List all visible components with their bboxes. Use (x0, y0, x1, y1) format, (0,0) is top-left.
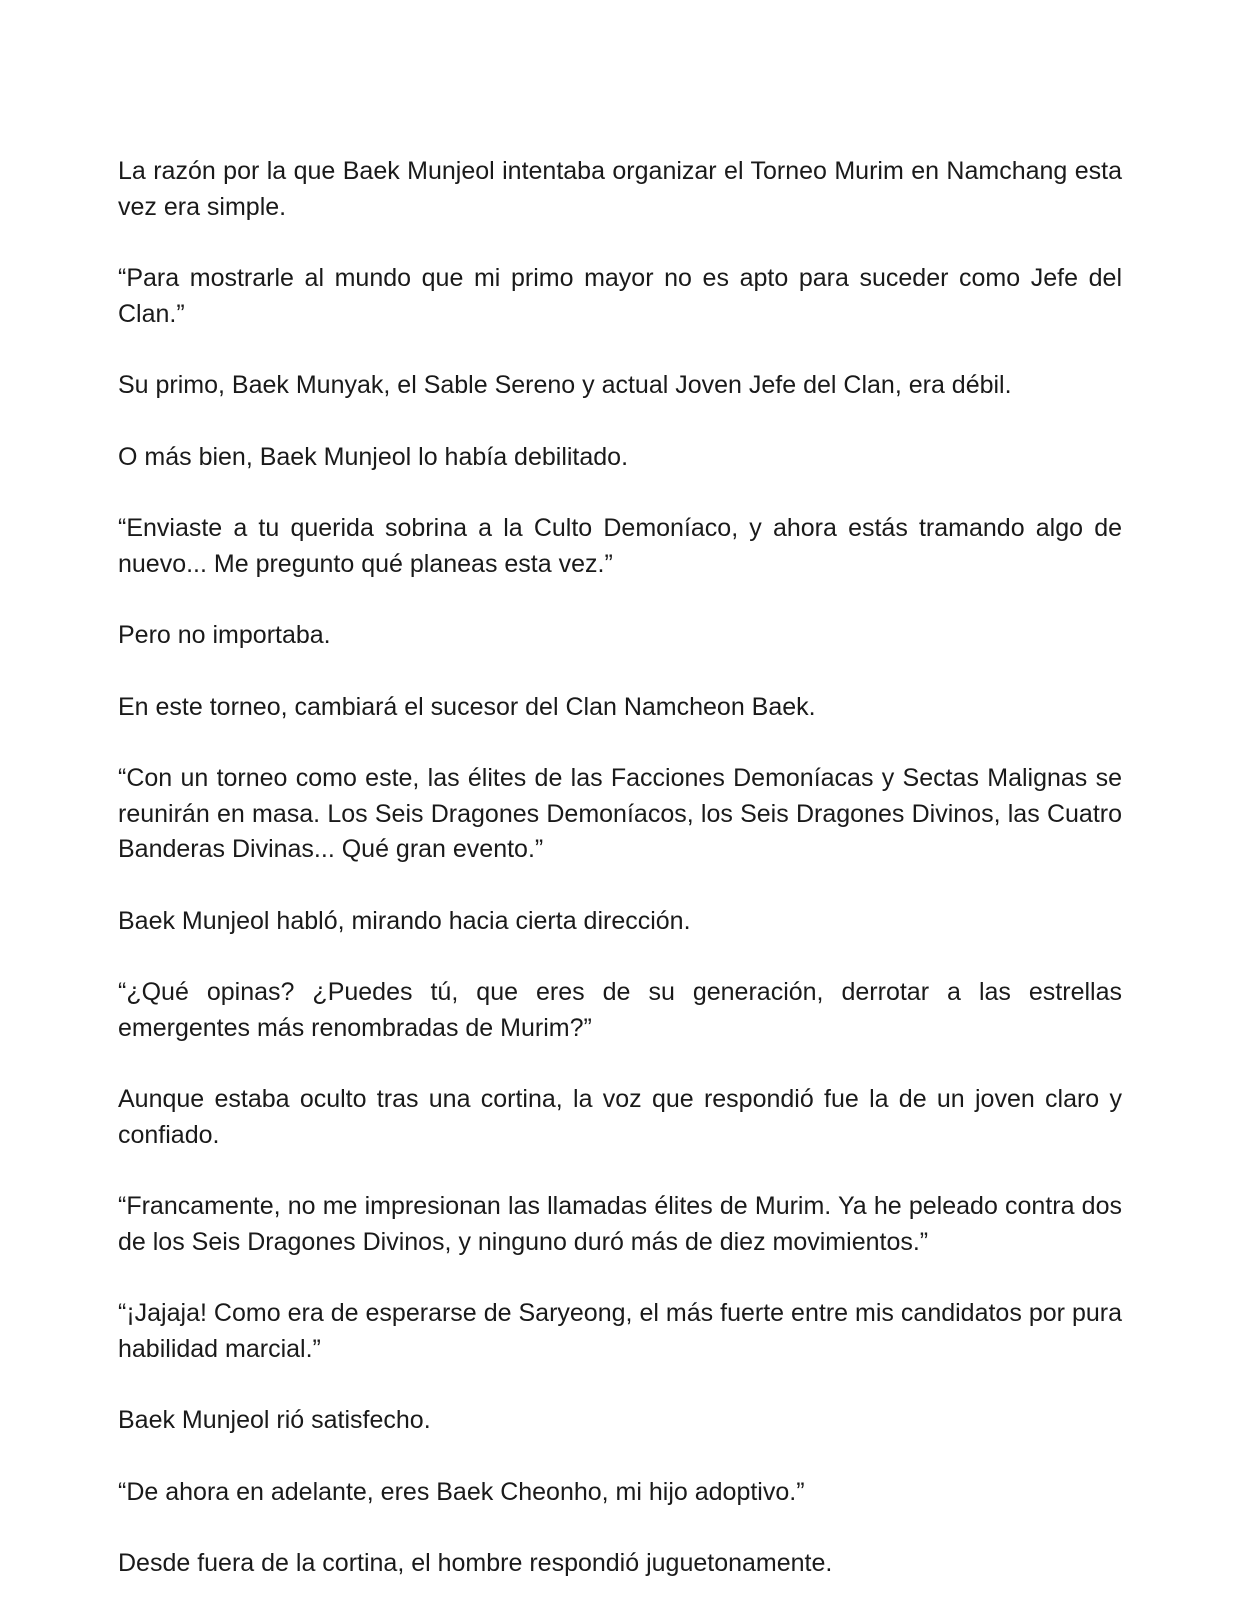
paragraph: “¿Qué opinas? ¿Puedes tú, que eres de su generación, derrotar a las estrellas emergentes más renombradas de Murim?” (118, 978, 1122, 1042)
paragraph: “Francamente, no me impresionan las llamadas élites de Murim. Ya he peleado contra dos de los Seis Dragones Divinos, y ninguno duró más de diez movimientos.” (118, 1192, 1122, 1256)
paragraph: “¡Jajaja! Como era de esperarse de Saryeong, el más fuerte entre mis candidatos por pura habilidad marcial.” (118, 1299, 1122, 1363)
paragraph: La razón por la que Baek Munjeol intentaba organizar el Torneo Murim en Namchang esta vez era simple. (118, 157, 1122, 221)
paragraph: Pero no importaba. (118, 621, 331, 649)
paragraph: “Para mostrarle al mundo que mi primo mayor no es apto para suceder como Jefe del Clan.” (118, 264, 1122, 328)
paragraph: Baek Munjeol habló, mirando hacia cierta dirección. (118, 906, 691, 935)
paragraph: Baek Munjeol rió satisfecho. (118, 1406, 431, 1434)
paragraph: En este torneo, cambiará el sucesor del Clan Namcheon Baek. (118, 692, 816, 721)
paragraph: Desde fuera de la cortina, el hombre respondió juguetonamente. (118, 1549, 833, 1577)
paragraph: “Enviaste a tu querida sobrina a la Culto Demoníaco, y ahora estás tramando algo de nuevo... Me pregunto qué planeas esta vez.” (118, 514, 1122, 578)
document-body (118, 154, 1122, 1582)
paragraph: Aunque estaba oculto tras una cortina, la voz que respondió fue la de un joven claro y confiado. (118, 1085, 1122, 1149)
paragraph: Su primo, Baek Munyak, el Sable Sereno y actual Joven Jefe del Clan, era débil. (118, 371, 1012, 399)
paragraph: “De ahora en adelante, eres Baek Cheonho, mi hijo adoptivo.” (118, 1477, 805, 1506)
paragraph: “Con un torneo como este, las élites de las Facciones Demoníacas y Sectas Malignas se reunirán en masa. Los Seis Dragones Demoníacos, los Seis Dragones Divinos, las Cuatro Banderas Divinas... Qué gran evento.” (118, 764, 1122, 863)
paragraph: O más bien, Baek Munjeol lo había debilitado. (118, 442, 629, 471)
